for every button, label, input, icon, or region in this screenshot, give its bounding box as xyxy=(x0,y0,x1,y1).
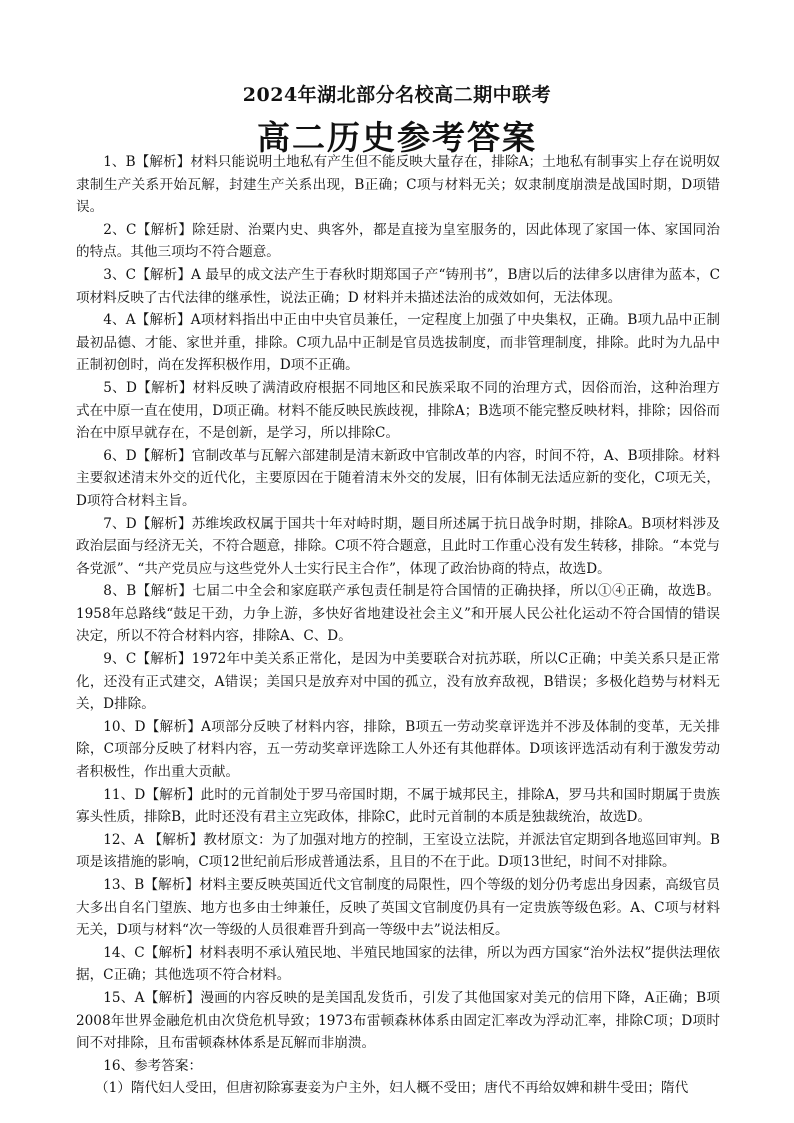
document-title: 高二历史参考答案 xyxy=(257,118,537,157)
answer-item: 6、D【解析】官制改革与瓦解六部建制是清末新政中官制改革的内容，时间不符，A、B项排除。材料主要叙述清末外交的近代化，主要原因在于随着清末外交的发展，旧有体制无法适应新的变化，C项无关，D项符合材料主旨。 xyxy=(76,447,720,509)
answer-item: 12、A 【解析】教材原文：为了加强对地方的控制，王室设立法院，并派法官定期到各地巡回审判。B项是该措施的影响，C项12世纪前后形成普通法系，且目的不在于此。D项13世纪，时间不对排除。 xyxy=(76,831,720,871)
answer-item: 4、A【解析】A项材料指出中正由中央官员兼任，一定程度上加强了中央集权，正确。B项九品中正制最初品德、才能、家世并重，排除。C项九品中正制是官员选拔制度，而非管理制度，排除。此时为九品中正制初创时，尚在发挥积极作用，D项不正确。 xyxy=(76,312,720,374)
answer-item: 10、D【解析】A项部分反映了材料内容，排除，B项五一劳动奖章评选并不涉及体制的变革，无关排除，C项部分反映了材料内容，五一劳动奖章评选除工人外还有其他群体。D项该评选活动有利于激发劳动者积极性，作出重大贡献。 xyxy=(76,718,720,781)
answer-item: 11、D【解析】此时的元首制处于罗马帝国时期，不属于城邦民主，排除A，罗马共和国时期属于贵族寡头性质，排除B，此时还没有君主立宪政体，排除C，此时元首制的本质是独裁统治，故选D。 xyxy=(76,786,720,826)
answer-item: 9、C【解析】1972年中美关系正常化，是因为中美要联合对抗苏联，所以C正确；中美关系只是正常化，还没有正式建交，A错误；美国只是放弃对中国的孤立，没有放弃敌视，B错误；多极化趋势与材料无关，D排除。 xyxy=(76,651,720,713)
answer-item: 7、D【解析】苏维埃政权属于国共十年对峙时期，题目所述属于抗日战争时期，排除A。B项材料涉及政治层面与经济无关，不符合题意，排除。C项不符合题意，且此时工作重心没有发生转移，排除。“本党与各党派”、“共产党员应与这些党外人士实行民主合作”，体现了政治协商的特点，故选D。 xyxy=(76,515,720,577)
answer-item: 3、C【解析】A 最早的成文法产生于春秋时期郑国子产“铸刑书”，B唐以后的法律多以唐律为蓝本，C项材料反映了古代法律的继承性，说法正确；D 材料并未描述法治的成效如何，无法体现。 xyxy=(76,266,720,306)
answer-item: 1、B【解析】材料只能说明土地私有产生但不能反映大量存在，排除A；土地私有制事实上存在说明奴隶制生产关系开始瓦解，封建生产关系出现，B正确；C项与材料无关；奴隶制度崩溃是战国时期，D项错误。 xyxy=(76,154,720,216)
answer-item: 2、C【解析】除廷尉、治粟内史、典客外，都是直接为皇室服务的，因此体现了家国一体、家国同治的特点。其他三项均不符合题意。 xyxy=(76,221,720,261)
answer-item: 14、C【解析】材料表明不承认殖民地、半殖民地国家的法律，所以为西方国家“治外法权”提供法理依据，C正确；其他选项不符合材料。 xyxy=(76,944,720,984)
question-16-part-1: （1）隋代妇人受田，但唐初除寡妻妾为户主外，妇人概不受田；唐代不再给奴婢和耕牛受田；隋代 xyxy=(95,1080,689,1097)
answer-list xyxy=(76,151,720,1100)
answer-item: 8、B【解析】七届二中全会和家庭联产承包责任制是符合国情的正确抉择，所以①④正确，故选B。1958年总路线“鼓足干劲，力争上游，多快好省地建设社会主义”和开展人民公社化运动不符合国情的错误决定，所以不符合材料内容，排除A、C、D。 xyxy=(76,583,720,645)
exam-title: 2024年湖北部分名校高二期中联考 xyxy=(242,84,552,106)
question-16-heading: 16、参考答案： xyxy=(103,1057,203,1074)
answer-item: 15、A【解析】漫画的内容反映的是美国乱发货币，引发了其他国家对美元的信用下降，A正确；B项2008年世界金融危机由次贷危机导致；1973布雷顿森林体系由固定汇率改为浮动汇率，排除C项；D项时间不对排除，且布雷顿森林体系是瓦解而非崩溃。 xyxy=(76,989,720,1052)
answer-item: 13、B【解析】材料主要反映英国近代文官制度的局限性，四个等级的划分仍考虑出身因素，高级官员大多出自名门望族、地方也多由士绅兼任，反映了英国文官制度仍具有一定贵族等级色彩。A、C项与材料无关，D项与材料“次一等级的人员很难晋升到高一等级中去”说法相反。 xyxy=(76,877,720,939)
answer-item: 5、D【解析】材料反映了满清政府根据不同地区和民族采取不同的治理方式，因俗而治，这种治理方式在中原一直在使用，D项正确。材料不能反映民族歧视，排除A；B选项不能完整反映材料，排除；因俗而治在中原早就存在，不是创新，是学习，所以排除C。 xyxy=(76,379,720,442)
